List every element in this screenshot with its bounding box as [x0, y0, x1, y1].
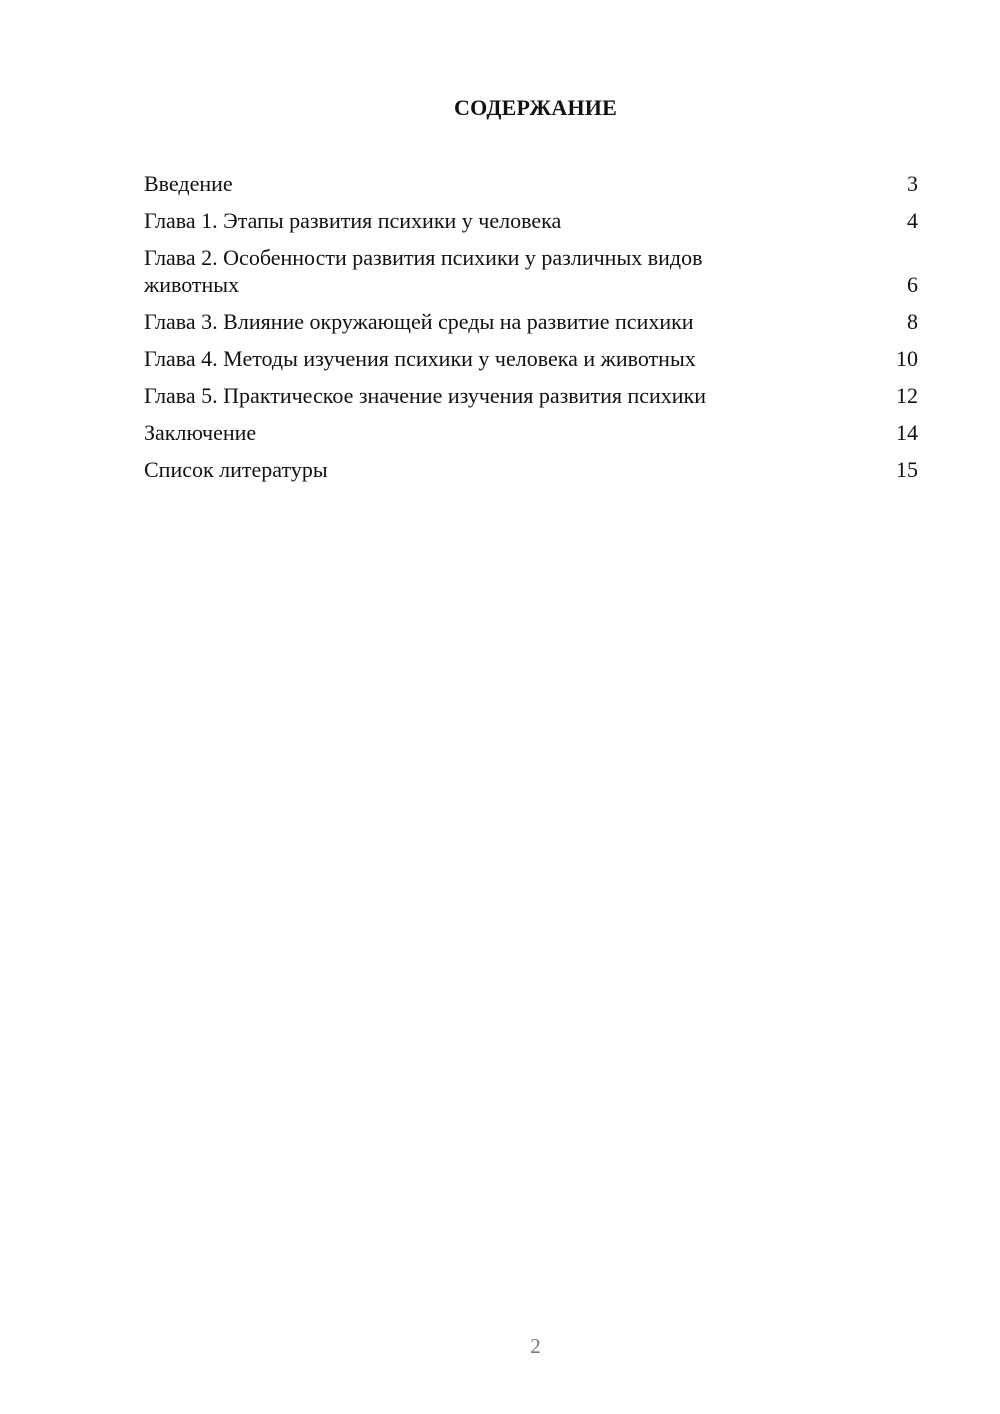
page-number-footer: 2	[530, 1334, 541, 1358]
toc-entry-label: Глава 3. Влияние окружающей среды на развитие психики	[144, 309, 694, 334]
toc-entry-page-number: 6	[907, 272, 918, 297]
toc-entry-label: Заключение	[144, 420, 257, 445]
toc-entry-chapter-1[interactable]	[144, 207, 918, 234]
toc-entry-references[interactable]	[144, 456, 918, 483]
toc-entry-page-number: 4	[907, 208, 918, 233]
toc-entry-page-number: 15	[896, 457, 918, 482]
toc-entry-label: Глава 1. Этапы развития психики у человека	[144, 208, 562, 233]
toc-entry-chapter-4[interactable]	[144, 345, 918, 372]
toc-entry-chapter-3[interactable]	[144, 308, 918, 335]
toc-entry-label: Введение	[144, 171, 233, 196]
toc-entry-introduction[interactable]	[144, 170, 918, 197]
toc-entry-conclusion[interactable]	[144, 419, 918, 446]
toc-entry-label: Глава 5. Практическое значение изучения развития психики	[144, 383, 707, 408]
toc-entry-label: Глава 4. Методы изучения психики у человека и животных	[144, 346, 696, 371]
toc-entry-page-number: 10	[896, 346, 918, 371]
page-title: СОДЕРЖАНИЕ	[454, 95, 617, 120]
toc-entry-page-number: 12	[896, 383, 918, 408]
toc-entry-page-number: 8	[907, 309, 918, 334]
toc-entry-chapter-2[interactable]	[144, 244, 918, 298]
toc-entry-label: Глава 2. Особенности развития психики у различных видов животных	[144, 245, 703, 297]
toc-entry-chapter-5[interactable]	[144, 382, 918, 409]
table-of-contents	[144, 170, 918, 493]
toc-entry-label: Список литературы	[144, 457, 328, 482]
toc-entry-page-number: 14	[896, 420, 918, 445]
toc-entry-page-number: 3	[907, 171, 918, 196]
